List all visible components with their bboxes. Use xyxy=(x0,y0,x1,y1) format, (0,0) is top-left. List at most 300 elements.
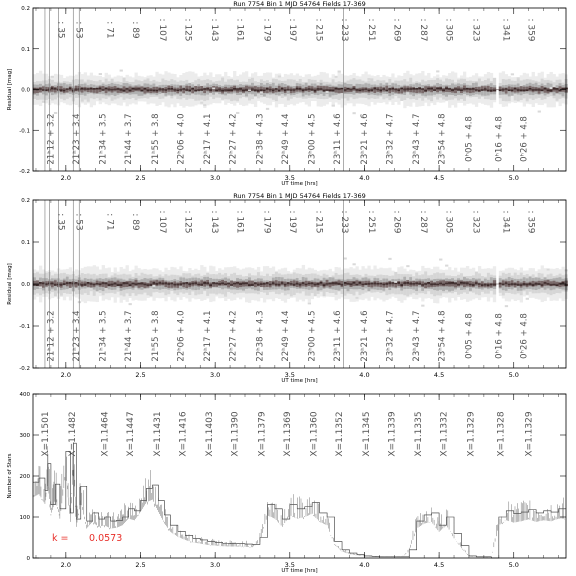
field-number-label: : 323 xyxy=(470,18,481,42)
field-number-label: : 287 xyxy=(418,210,429,234)
airmass-label: X=1.1328 xyxy=(496,411,507,457)
field-coordinate-label: 22ʰ38 + 4.3 xyxy=(255,113,266,165)
density-cell xyxy=(556,284,559,286)
density-cell xyxy=(117,284,120,286)
density-cell xyxy=(326,280,329,286)
density-cell xyxy=(281,282,284,284)
density-cell xyxy=(487,90,490,92)
field-coordinate-label: 21ʰ55 + 3.8 xyxy=(150,310,161,362)
field-coordinate-label: 22ʰ17 + 4.1 xyxy=(203,113,214,165)
x-tick-label: 3.5 xyxy=(284,174,295,182)
density-outlier xyxy=(120,70,123,72)
density-cell xyxy=(63,90,66,92)
density-cell xyxy=(538,88,541,94)
density-cell xyxy=(481,284,484,286)
density-cell xyxy=(167,282,170,288)
field-number-label: : 287 xyxy=(418,18,429,42)
y-tick-label: 100 xyxy=(19,515,30,521)
field-number-label: : 53 xyxy=(73,213,84,231)
density-outlier xyxy=(344,258,347,260)
y-tick-label: 0.1 xyxy=(21,46,30,53)
density-outlier xyxy=(547,269,550,271)
density-cell xyxy=(505,282,508,283)
density-cell xyxy=(358,282,361,284)
density-cell xyxy=(36,88,39,93)
y-tick-label: 0.0 xyxy=(21,282,30,288)
density-cell xyxy=(475,282,478,284)
density-cell xyxy=(239,88,242,90)
airmass-label: X=1.1501 xyxy=(40,411,51,457)
y-tick-label: 0.1 xyxy=(21,240,30,246)
field-coordinate-label: 23ʰ43 + 4.7 xyxy=(412,310,423,362)
density-cell xyxy=(105,87,108,89)
field-number-label: : 125 xyxy=(182,18,193,42)
density-cell xyxy=(320,282,323,284)
density-cell xyxy=(99,88,102,90)
field-number-label: : 305 xyxy=(443,210,454,234)
density-outlier xyxy=(335,76,338,78)
y-axis-label: Residual [mag] xyxy=(7,263,13,305)
field-coordinate-label: 22ʰ27 + 4.2 xyxy=(228,113,239,165)
density-cell xyxy=(457,280,460,286)
density-outlier xyxy=(203,104,206,106)
field-coordinate-label: 22ʰ49 + 4.4 xyxy=(280,310,291,362)
y-tick-label: 400 xyxy=(19,392,30,398)
field-number-label: : 89 xyxy=(130,21,141,39)
density-outlier xyxy=(436,70,439,72)
density-cell xyxy=(442,280,445,286)
density-outlier xyxy=(260,91,263,93)
x-tick-label: 2.0 xyxy=(60,371,72,379)
field-number-label: : 233 xyxy=(339,18,350,42)
field-coordinate-label: 23ʰ11 + 4.6 xyxy=(333,113,344,165)
field-coordinate-label: 23ʰ32 + 4.7 xyxy=(385,310,396,362)
density-outlier xyxy=(215,93,218,95)
density-cell xyxy=(185,282,188,284)
density-cell xyxy=(203,282,206,284)
density-cell xyxy=(230,284,233,286)
x-axis-label: UT time [hrs] xyxy=(281,181,318,187)
field-coordinate-label: 22ʰ06 + 4.0 xyxy=(176,113,187,165)
x-tick-label: 2.0 xyxy=(60,561,72,569)
density-cell xyxy=(511,90,514,91)
density-cell xyxy=(146,284,149,285)
y-tick-label: -0.2 xyxy=(19,366,30,372)
field-coordinate-label: 21ʰ12 + 3.2 xyxy=(46,310,57,362)
density-outlier xyxy=(511,73,514,75)
density-cell xyxy=(314,90,317,92)
density-cell xyxy=(418,87,421,89)
density-outlier xyxy=(550,87,553,89)
density-cell xyxy=(541,284,544,285)
density-outlier xyxy=(197,275,200,277)
density-cell xyxy=(556,88,559,90)
density-cell xyxy=(544,282,547,284)
field-coordinate-label: 0ʰ05 + 4.8 xyxy=(464,116,475,162)
density-cell xyxy=(472,284,475,286)
x-tick-label: 2.5 xyxy=(135,174,146,182)
density-cell xyxy=(188,90,191,92)
density-cell xyxy=(439,87,442,89)
x-tick-label: 5.0 xyxy=(508,174,519,182)
field-coordinate-label: 23ʰ00 + 4.5 xyxy=(307,310,318,362)
field-number-label: : 359 xyxy=(525,210,536,234)
field-coordinate-label: 21ʰ12 + 3.2 xyxy=(46,113,57,165)
field-coordinate-label: 23ʰ54 + 4.8 xyxy=(437,113,448,165)
density-cell xyxy=(454,87,457,93)
field-coordinate-label: 23ʰ54 + 4.8 xyxy=(437,310,448,362)
field-number-label: : 71 xyxy=(104,213,115,231)
x-tick-label: 3.5 xyxy=(284,561,295,569)
density-cell xyxy=(194,90,197,92)
airmass-label: X=1.1332 xyxy=(439,411,450,457)
density-cell xyxy=(221,90,224,92)
residual-density-band xyxy=(33,70,568,115)
airmass-label: X=1.1360 xyxy=(309,411,320,457)
y-tick-label: 0 xyxy=(26,556,30,562)
density-cell xyxy=(275,280,278,286)
field-number-label: : 107 xyxy=(156,210,167,234)
density-cell xyxy=(236,282,239,284)
density-outlier xyxy=(152,285,155,287)
x-tick-label: 3.0 xyxy=(209,371,221,379)
x-axis-label: UT time [hrs] xyxy=(281,568,318,574)
density-cell xyxy=(155,90,158,91)
airmass-label: X=1.1416 xyxy=(178,411,189,457)
field-number-label: : 161 xyxy=(234,18,245,42)
field-coordinate-label: 0ʰ26 + 4.8 xyxy=(519,313,530,359)
field-coordinate-label: 23ʰ43 + 4.7 xyxy=(412,113,423,165)
panel-title: Run 7754 Bin 1 MJD 54764 Fields 17-369 xyxy=(233,192,366,200)
density-cell xyxy=(263,90,266,91)
density-outlier xyxy=(129,303,132,305)
density-cell xyxy=(152,90,155,91)
density-cell xyxy=(478,90,481,92)
density-cell xyxy=(406,282,409,284)
airmass-label: X=1.1403 xyxy=(205,411,216,457)
density-cell xyxy=(460,282,463,284)
density-cell xyxy=(278,90,281,92)
density-cell xyxy=(490,90,493,92)
density-cell xyxy=(409,283,412,285)
airmass-label: X=1.1339 xyxy=(387,411,398,457)
field-number-label: : 179 xyxy=(261,210,272,234)
density-outlier xyxy=(406,265,409,267)
field-number-label: : 359 xyxy=(525,18,536,42)
density-cell xyxy=(320,86,323,91)
density-outlier xyxy=(149,82,152,84)
density-cell xyxy=(517,89,520,91)
residual-panel-top xyxy=(7,0,568,187)
density-cell xyxy=(550,284,553,285)
field-number-label: : 215 xyxy=(313,210,324,234)
extinction-label: k = xyxy=(52,533,69,544)
density-cell xyxy=(421,284,424,285)
density-cell xyxy=(257,90,260,92)
density-outlier xyxy=(308,302,311,304)
density-outlier xyxy=(224,295,227,297)
field-number-label: : 179 xyxy=(261,18,272,42)
density-cell xyxy=(400,88,403,90)
field-coordinate-label: 21ʰ55 + 3.8 xyxy=(150,113,161,165)
density-cell xyxy=(353,282,356,284)
airmass-label: X=1.1369 xyxy=(282,411,293,457)
density-cell xyxy=(385,90,388,91)
panel-title: Run 7754 Bin 1 MJD 54764 Fields 17-369 xyxy=(233,0,366,8)
y-axis-label: Number of Stars xyxy=(7,453,13,499)
field-coordinate-label: 21ʰ23 + 3.4 xyxy=(71,310,82,362)
density-outlier xyxy=(90,288,93,290)
field-coordinate-label: 0ʰ16 + 4.8 xyxy=(494,116,505,162)
density-cell xyxy=(266,282,269,284)
y-tick-label: 300 xyxy=(19,433,30,439)
density-cell xyxy=(367,90,370,92)
field-number-label: : 269 xyxy=(391,18,402,42)
x-tick-label: 2.0 xyxy=(60,174,72,182)
density-outlier xyxy=(206,81,209,83)
density-cell xyxy=(391,282,394,283)
x-tick-label: 3.5 xyxy=(284,371,295,379)
field-number-label: : 269 xyxy=(391,210,402,234)
density-cell xyxy=(445,87,448,89)
density-outlier xyxy=(200,102,203,104)
density-cell xyxy=(373,88,376,90)
density-cell xyxy=(559,282,562,287)
field-number-label: : 35 xyxy=(55,213,66,231)
field-coordinate-label: 22ʰ38 + 4.3 xyxy=(255,310,266,362)
density-outlier xyxy=(353,112,356,114)
field-number-label: : 341 xyxy=(500,210,511,234)
airmass-label: X=1.1390 xyxy=(230,411,241,457)
density-outlier xyxy=(338,71,341,73)
field-number-label: : 143 xyxy=(209,210,220,234)
density-cell xyxy=(135,280,138,286)
density-cell xyxy=(427,282,430,284)
density-outlier xyxy=(353,263,356,265)
density-outlier xyxy=(99,73,102,75)
field-coordinate-label: 23ʰ21 + 4.6 xyxy=(359,310,370,362)
density-cell xyxy=(123,90,126,92)
density-outlier xyxy=(355,297,358,299)
density-outlier xyxy=(517,77,520,79)
density-cell xyxy=(132,282,135,288)
density-cell xyxy=(514,88,517,89)
density-outlier xyxy=(332,105,335,107)
y-tick-label: -0.1 xyxy=(19,128,30,135)
residual-panel-middle xyxy=(7,192,568,384)
density-cell xyxy=(400,284,403,286)
field-number-label: : 305 xyxy=(443,18,454,42)
density-cell xyxy=(323,90,326,92)
field-coordinate-label: 23ʰ00 + 4.5 xyxy=(307,113,318,165)
density-cell xyxy=(179,86,182,92)
density-cell xyxy=(39,282,42,284)
density-outlier xyxy=(39,286,42,288)
density-cell xyxy=(81,284,84,286)
density-cell xyxy=(129,90,132,92)
airmass-label: X=1.1482 xyxy=(67,411,78,457)
density-cell xyxy=(430,283,433,285)
y-tick-label: -0.2 xyxy=(19,169,30,175)
airmass-label: X=1.1329 xyxy=(466,411,477,457)
density-cell xyxy=(550,90,553,92)
density-outlier xyxy=(140,275,143,277)
density-cell xyxy=(493,280,496,286)
x-tick-label: 3.0 xyxy=(209,174,221,182)
y-tick-label: 200 xyxy=(19,474,30,480)
y-tick-label: -0.1 xyxy=(19,324,30,330)
field-coordinate-label: 21ʰ44 + 3.7 xyxy=(124,310,135,362)
x-tick-label: 2.5 xyxy=(135,561,146,569)
density-cell xyxy=(51,87,54,89)
density-cell xyxy=(69,282,72,284)
airmass-label: X=1.1352 xyxy=(335,411,346,457)
residual-density-band xyxy=(33,258,568,308)
field-coordinate-label: 22ʰ27 + 4.2 xyxy=(228,310,239,362)
density-cell xyxy=(311,282,314,288)
density-outlier xyxy=(394,281,397,283)
x-tick-label: 5.0 xyxy=(508,561,519,569)
density-cell xyxy=(87,282,90,284)
y-tick-label: 0.0 xyxy=(21,87,30,94)
x-tick-label: 3.0 xyxy=(209,561,221,569)
field-number-label: : 71 xyxy=(104,21,115,39)
density-cell xyxy=(296,283,299,285)
field-coordinate-label: 0ʰ16 + 4.8 xyxy=(494,313,505,359)
x-tick-label: 4.0 xyxy=(359,371,370,379)
field-coordinate-label: 22ʰ49 + 4.4 xyxy=(280,113,291,165)
field-coordinate-label: 21ʰ44 + 3.7 xyxy=(124,113,135,165)
density-cell xyxy=(520,284,523,285)
field-number-label: : 215 xyxy=(313,18,324,42)
density-cell xyxy=(96,88,99,89)
density-outlier xyxy=(421,305,424,307)
density-cell xyxy=(323,284,326,286)
airmass-label: X=1.1345 xyxy=(361,411,372,457)
density-cell xyxy=(436,88,439,89)
x-tick-label: 2.5 xyxy=(135,371,146,379)
density-cell xyxy=(90,88,93,90)
airmass-label: X=1.1329 xyxy=(524,411,535,457)
density-outlier xyxy=(505,305,508,307)
field-number-label: : 161 xyxy=(234,210,245,234)
density-outlier xyxy=(111,95,114,97)
field-coordinate-label: 21ʰ34 + 3.5 xyxy=(98,310,109,362)
density-outlier xyxy=(326,91,329,93)
density-cell xyxy=(194,282,197,284)
density-outlier xyxy=(367,78,370,80)
star-count-panel xyxy=(7,392,566,574)
x-tick-label: 4.5 xyxy=(433,371,445,379)
field-coordinate-label: 23ʰ11 + 4.6 xyxy=(333,310,344,362)
y-tick-label: 0.2 xyxy=(21,198,30,204)
density-cell xyxy=(463,282,466,284)
airmass-label: X=1.1431 xyxy=(152,411,163,457)
airmass-label: X=1.1464 xyxy=(100,411,111,457)
x-axis-label: UT time [hrs] xyxy=(281,378,318,384)
density-cell xyxy=(424,90,427,92)
field-number-label: : 107 xyxy=(156,18,167,42)
x-tick-label: 4.0 xyxy=(359,561,370,569)
density-cell xyxy=(523,90,526,92)
field-number-label: : 197 xyxy=(286,210,297,234)
field-number-label: : 197 xyxy=(286,18,297,42)
airmass-label: X=1.1335 xyxy=(414,411,425,457)
field-coordinate-label: 23ʰ21 + 4.6 xyxy=(359,113,370,165)
density-cell xyxy=(36,284,39,286)
density-cell xyxy=(353,88,356,90)
density-outlier xyxy=(266,108,269,110)
density-outlier xyxy=(526,298,529,300)
field-coordinate-label: 0ʰ05 + 4.8 xyxy=(464,313,475,359)
density-outlier xyxy=(388,258,391,260)
density-cell xyxy=(60,86,63,92)
field-number-label: : 251 xyxy=(365,18,376,42)
extinction-value: 0.0573 xyxy=(89,533,123,544)
density-outlier xyxy=(553,85,556,87)
airmass-label: X=1.1447 xyxy=(126,411,137,457)
density-outlier xyxy=(439,259,442,261)
density-cell xyxy=(335,87,338,89)
density-cell xyxy=(75,282,78,284)
density-outlier xyxy=(278,75,281,77)
field-number-label: : 89 xyxy=(130,213,141,231)
density-cell xyxy=(562,282,565,284)
density-cell xyxy=(102,282,105,284)
density-cell xyxy=(69,88,72,90)
field-number-label: : 323 xyxy=(470,210,481,234)
x-tick-label: 5.0 xyxy=(508,371,519,379)
field-coordinate-label: 21ʰ23 + 3.4 xyxy=(71,113,82,165)
density-outlier xyxy=(445,265,448,267)
density-cell xyxy=(158,282,161,284)
density-outlier xyxy=(406,92,409,94)
density-cell xyxy=(209,284,212,286)
field-number-label: : 233 xyxy=(339,210,350,234)
density-cell xyxy=(427,88,430,90)
field-coordinate-label: 0ʰ26 + 4.8 xyxy=(519,116,530,162)
field-number-label: : 53 xyxy=(73,21,84,39)
density-cell xyxy=(96,281,99,286)
x-tick-label: 4.5 xyxy=(433,174,445,182)
density-cell xyxy=(263,283,266,285)
airmass-label: X=1.1379 xyxy=(257,411,268,457)
y-axis-label: Residual [mag] xyxy=(7,68,13,111)
density-outlier xyxy=(51,76,54,78)
density-cell xyxy=(212,282,215,284)
field-coordinate-label: 22ʰ17 + 4.1 xyxy=(203,310,214,362)
field-number-label: : 341 xyxy=(500,18,511,42)
density-cell xyxy=(394,88,397,93)
field-number-label: : 143 xyxy=(209,18,220,42)
density-cell xyxy=(248,284,251,286)
density-cell xyxy=(532,284,535,286)
x-tick-label: 4.0 xyxy=(359,174,370,182)
field-number-label: : 251 xyxy=(365,210,376,234)
density-cell xyxy=(397,282,400,284)
density-cell xyxy=(559,90,562,92)
density-cell xyxy=(487,284,490,286)
field-number-label: : 35 xyxy=(55,21,66,39)
field-coordinate-label: 23ʰ32 + 4.7 xyxy=(385,113,396,165)
density-cell xyxy=(451,282,454,284)
y-tick-label: 0.2 xyxy=(21,6,30,12)
x-tick-label: 4.5 xyxy=(433,561,445,569)
density-cell xyxy=(215,90,218,92)
field-coordinate-label: 22ʰ06 + 4.0 xyxy=(176,310,187,362)
field-number-label: : 125 xyxy=(182,210,193,234)
density-cell xyxy=(129,284,132,286)
